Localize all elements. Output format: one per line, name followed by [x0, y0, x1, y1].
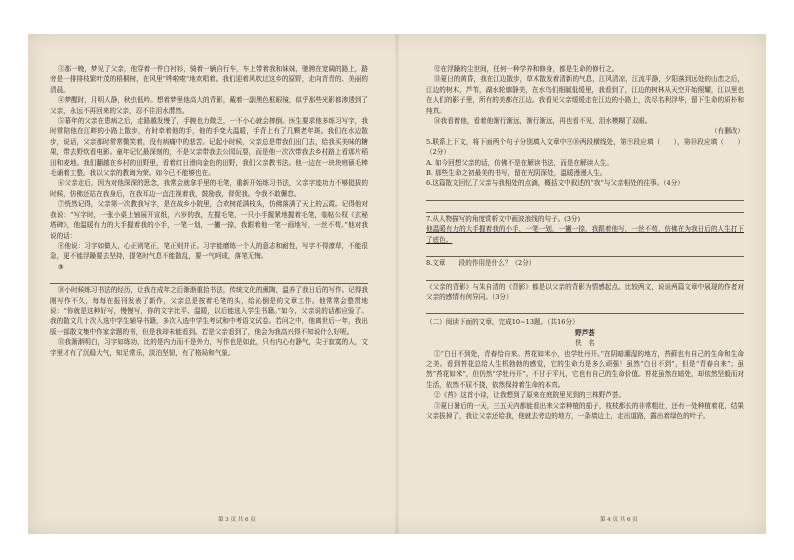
right-page — [426, 64, 744, 506]
left-page-footer: 第 3 页 共 6 页 — [218, 517, 256, 523]
essay-paragraph-3: ③夏日暑后的一天，三五天内都能看出来父亲种植的茄子，枝枝都长的非常粗壮，还有一处种植着花，结果父亲拔掉了，我让父亲还给我，他就去旁边的地方，一条墙边上，走出道路，露出着绿色的叶子。 — [426, 401, 744, 420]
right-page-footer: 第 4 页 共 6 页 — [600, 517, 638, 523]
essay-title: 野芦荟 — [575, 328, 595, 337]
left-page — [50, 64, 368, 506]
paragraph-10: ⑩小时候练习书法的经历，让我在成年之后渐渐重拾书法，传统文化的熏陶，温养了我日后的写作。记得我刚写作不久，每每在报刊发表了新作，父亲总是按着毛笔的头，给沁倒是的文章工作。他常常会整贯地说：“你就是这种好写，慢慢写，你的文字比平、温暖，以后能选入学生书籍。”如今，父亲说的话都应验了。我的散文几十次入选中学生辅导书籍，多次入选中学生考试和中考语文试卷。若问之中，他离世后一年，我出版一部散文集中作家亲题的书，但是我却未能看到。若是父亲看到了，他会为我高兴得不知说什么好呢。 — [50, 286, 368, 336]
question-8: 8.文章 段的作用是什么？（2分） — [426, 259, 536, 268]
question-6: 6.这篇散文回忆了父亲与我相处的点滴，概括文中叙述的“我”与父亲相处的往事。（4分） — [426, 179, 684, 188]
paragraph-13: ⑬夏日的黄昏，我在江边散步，草木散发着清新的气息，江风清凉，江流平静，夕阳落到远处的山峦之后，江边的树木，芦苇，湖水轮廓静美，在水鸟们细腻低缓里，我看到了，江边的树林从天空开始照耀，江以里也在人们的影子里，所有的美都在江边。我看见父亲缓缓走在江边的小路上，洗尽名利浮华，留下生命的质朴和纯真。 — [426, 75, 744, 115]
option-b: B. 那些生命之初最美的书写，留在光阴深处，温暖漫漫人生。 — [426, 169, 607, 178]
answer-line[interactable] — [426, 304, 744, 314]
question-6-answer[interactable] — [426, 191, 744, 213]
scanned-exam-sheet — [28, 34, 766, 534]
paragraph-11: ⑪我渐渐明白，习字如练功，比的是内力而不是外力，写作也是如此，只有内心有静气，尖于寂寞的人，文字里才有了沉稳大气，知足常乐，淡泊坚韧，有了格局和气象。 — [50, 338, 368, 357]
paragraph-12: ⑫在浮躁的尘世间，任何一种学养和修身，都是生命的修行之。 — [433, 65, 619, 73]
paragraph-5: ⑤幕年的父亲在患病之后，走路越发慢了，手腕也力微乏，一不小心就会摔倒。医生要求他多练习写字，我时常陪他在江畔的小路上散步，有时牵着他的手，他的手变大温暖，手背上有了几颗老年斑。我们在水边散步，说话，父亲那时常常微笑着，没有病痛中的悲苦。记起小时候，父亲总是带我们出门去，给我买美味的糖果，带去野炊看电影。童年记忆最深刻的，不是父亲带我去公园玩耍，而是他一次次带我去乡村路上看那片稻田和麦地。我们翻越在乡村的田野里，看着红日滑向金色的田野，我们父亲教书法。他一边在一块块庭硕毛棒毛诵着工整。我以父亲的教诲为荣。如今已不能够也在。 — [50, 117, 368, 178]
answer-line[interactable] — [426, 203, 744, 213]
question-7: 7.从人物描写的角度赏析文中画波浪线的句子。(3分) — [426, 214, 581, 223]
source-note: （有删改） — [711, 127, 744, 136]
essay-author: 佚 名 — [575, 339, 595, 348]
paragraph-7: ⑦恍然记得，父亲第一次教我写字，是在故乡小院里，合欢树花满枝头，仿佛落满了天上的云霞。记得他对我说：“写字时，一张小桌上铺展开宣纸，六岁的我，左握毛笔，一只小手握紧地握着毛笔，临帖公权《玄秘塔碑》，他温暖有力的大手握着我的小手，一笔一划，一撇一捺，我跟着他一笔一画地写，一丝不苟。”他对我说的话： — [50, 200, 368, 240]
paragraph-9-blank[interactable] — [50, 274, 368, 284]
paragraph-8: ⑧他说：习字如做人，心正则笔正，笔正则并正。习字能磨练一个人的意志和耐性，写字不得潦草，不能很急，更不能浮躁要去坚持，提笔时气息不能散乱，要一气呵成，落笔无悔。 — [50, 241, 368, 261]
essay-paragraph-1: ①“白日不到处，青春恰自来。苔花如米小，也学牡丹开。”在阴暗潮湿的地方，苔藓也有自己的生命和生命之美。看到苔花总给人生机勃勃的感觉，它的生命力是多么顽强！虽然“白日不到”，但是“青春自来”；虽然“苔花如米”，但仍然“学牡丹开”。不甘于平凡，它也有自己的生命价值。苔花虽然在暗处，却依然坚毅而对生活，依然不屈不挠，依然保持着生命的本真。 — [426, 349, 744, 389]
answer-line[interactable] — [426, 191, 744, 201]
paragraph-6: ⑥父亲走后，因为对他深深的思念，我常会就拿手里的毛笔，重新开始练习书法，父亲字迹功力不够挺拔的时候，仿佛还站在我身后，在我耳边一直注视着我，鼓励我，督促我。令我不敢懈怠。 — [50, 179, 368, 198]
section-2-title: （二）阅读下面的文章，完成10~13题。（共16分） — [426, 318, 579, 327]
paragraph-14: ⑭我看着他，看着他渐行渐远，渐行渐远，再也看不见，泪水模糊了双眼。 — [433, 117, 652, 126]
answer-line[interactable] — [426, 247, 744, 257]
answer-line[interactable] — [426, 271, 744, 281]
question-9: 《父亲的背影》与朱自清的《背影》都是以父亲的背影为情感起点。比较两文，说说两篇文章中展现的作者对父亲的感情有何异同。（3分） — [426, 282, 744, 301]
question-7-sentence: 他温暖有力的大手握着我的小手，一笔一划，一撇一捺，我跟着他写，一丝不苟，仿佛在为我日后的人生打下了底色。 — [426, 225, 744, 244]
paragraph-3: ③那一晚，梦见了父亲，他穿着一件白衬衫，骑着一辆自行车，车上带着我和妹妹，驰骋在宽阔的路上，路旁是一排排枝繁叶茂的梧桐树，在风里“哗啦啦”地欢唱着。我们迎着风吹过这乡的原野，走向青青的、美丽的清晨。 — [50, 65, 368, 94]
page-gutter — [395, 34, 399, 534]
essay-paragraph-2: ②《苔》这首小诗，让我想到了原来在庭院里见到的三株野芦荟。 — [433, 391, 626, 400]
question-5: 5.联系上下文，将下面两个句子分别填入文章中⑨⑩两段横线处，第⑨段应填（ ），第⑩段应填（ ）（2分） — [426, 137, 744, 157]
paragraph-9: ⑨ — [57, 262, 64, 271]
option-a: A. 如今回想父亲的话，仿佛不是在解读书法，而是在解读人生。 — [426, 158, 613, 167]
paragraph-4: ④梦醒时，月明人静，秋虫低吟。想着梦里他高大的背影，戴着一副黑色框眼镜，似乎那些光影都渗透到了父亲，永远不再回来的父亲，忍不住泪水潸然。 — [50, 96, 368, 115]
